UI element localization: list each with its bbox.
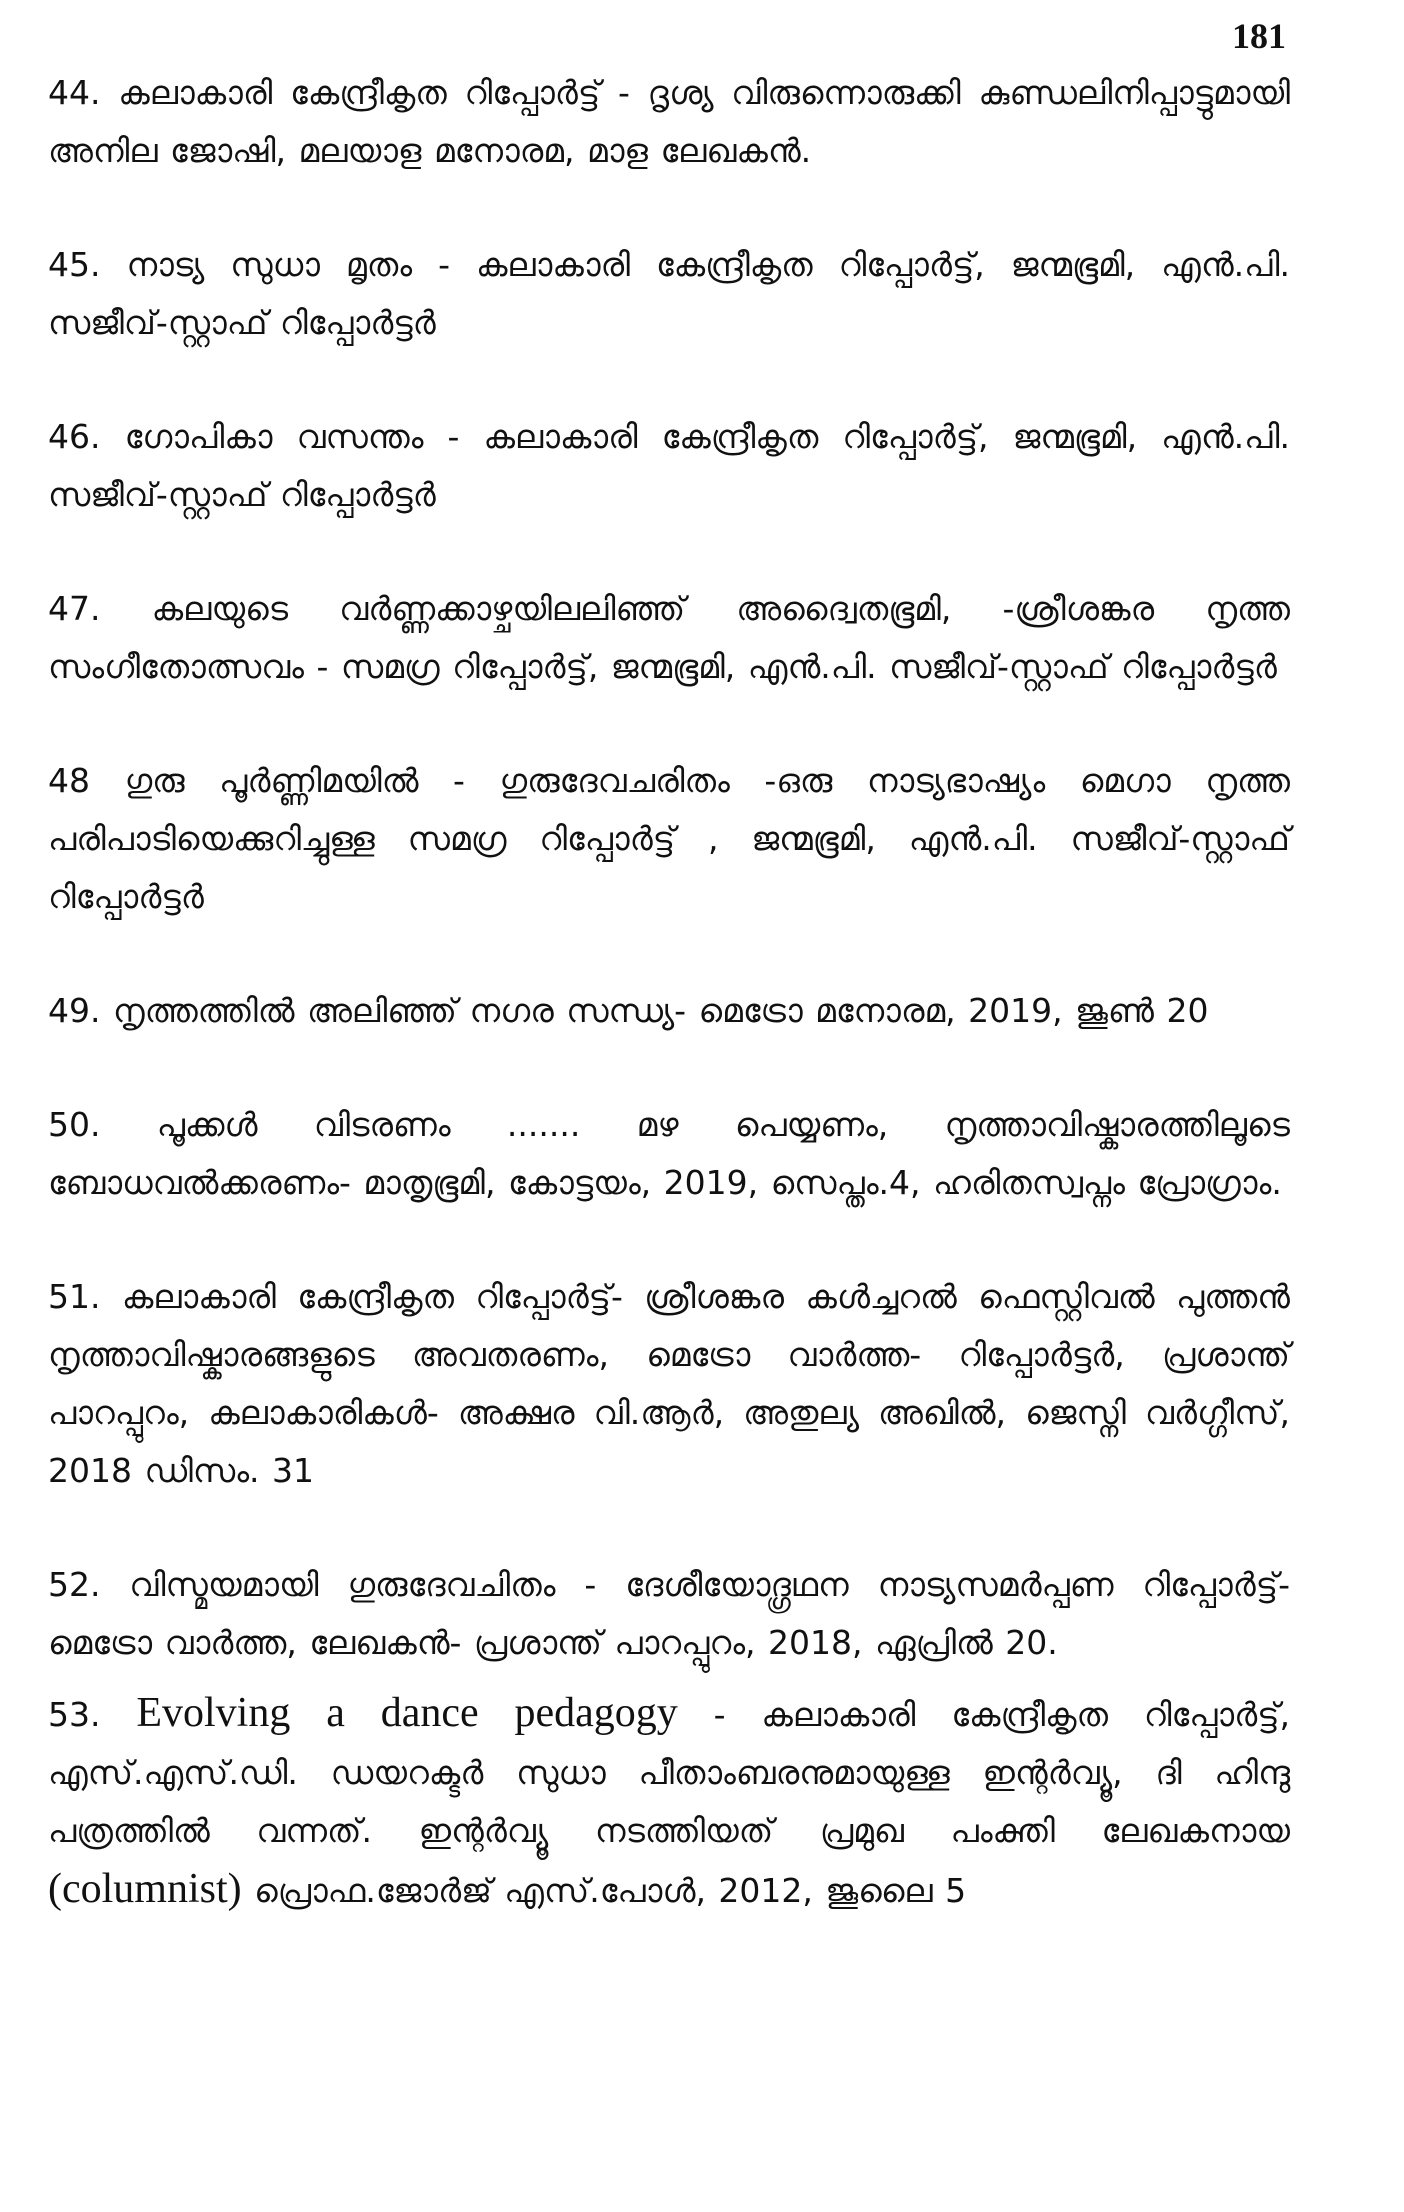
entry-text: നൃത്തത്തിൽ അലിഞ്ഞ് നഗര സന്ധ്യ- മെട്രോ മനോരമ, 2019, ജൂൺ 20 bbox=[112, 991, 1209, 1030]
entry-text: നാട്യ സുധാ മൃതം - കലാകാരി കേന്ദ്രീകൃത റിപ്പോർട്ട്, ജന്മഭൂമി, എൻ.പി. സജീവ്-സ്റ്റാഫ് റിപ്പോർട്ടർ bbox=[48, 245, 1290, 342]
entry-number: 46. bbox=[48, 417, 101, 456]
reference-entry-48 bbox=[48, 752, 1290, 926]
entry-text: കലാകാരി കേന്ദ്രീകൃത റിപ്പോർട്ട് - ദൃശ്യ വിരുന്നൊരുക്കി കുണ്ഡലിനിപ്പാട്ടുമായി അനില ജോഷി, മലയാള മനോരമ, മാള ലേഖകൻ. bbox=[48, 73, 1290, 170]
entry-text: പൂക്കൾ വിടരണം ....... മഴ പെയ്യണം, നൃത്താവിഷ്കാരത്തിലൂടെ ബോധവൽക്കരണം- മാതൃഭൂമി, കോട്ടയം, 2019, സെപ്തം.4, ഹരിതസ്വപ്നം പ്രോഗ്രാം. bbox=[48, 1105, 1290, 1202]
entry-number: 49. bbox=[48, 991, 101, 1030]
entry-text: - കലാകാരി കേന്ദ്രീകൃത റിപ്പോർട്ട്, എസ്.എസ്.ഡി. ഡയറക്ടർ സുധാ പീതാംബരനുമായുള്ള ഇന്റർവ്യൂ, ദി ഹിന്ദു പത്രത്തിൽ വന്നത്. ഇന്റർവ്യൂ നടത്തിയത് പ്രമുഖ പംക്തി ലേഖകനായ bbox=[48, 1695, 1291, 1850]
entry-number: 51. bbox=[48, 1277, 101, 1316]
reference-list bbox=[48, 64, 1290, 1920]
entry-text: ഗോപികാ വസന്തം - കലാകാരി കേന്ദ്രീകൃത റിപ്പോർട്ട്, ജന്മഭൂമി, എൻ.പി. സജീവ്-സ്റ്റാഫ് റിപ്പോർട്ടർ bbox=[48, 417, 1290, 514]
entry-number: 53. bbox=[48, 1695, 101, 1734]
reference-entry-47 bbox=[48, 580, 1290, 696]
entry-text: കലയുടെ വർണ്ണക്കാഴ്ചയിലലിഞ്ഞ് അദ്വൈതഭൂമി, -ശ്രീശങ്കര നൃത്ത സംഗീതോത്സവം - സമഗ്ര റിപ്പോർട്ട്, ജന്മഭൂമി, എൻ.പി. സജീവ്-സ്റ്റാഫ് റിപ്പോർട്ടർ bbox=[48, 589, 1290, 686]
entry-text: കലാകാരി കേന്ദ്രീകൃത റിപ്പോർട്ട്- ശ്രീശങ്കര കൾച്ചറൽ ഫെസ്റ്റിവൽ പുത്തൻ നൃത്താവിഷ്കാരങ്ങളുടെ അവതരണം, മെട്രോ വാർത്ത- റിപ്പോർട്ടർ, പ്രശാന്ത് പാറപ്പുറം, കലാകാരികൾ- അക്ഷര വി.ആർ, അതുല്യ അഖിൽ, ജെസ്നി വർഗ്ഗീസ്, 2018 ഡിസം. 31 bbox=[48, 1277, 1290, 1490]
entry-number: 50. bbox=[48, 1105, 101, 1144]
entry-number: 45. bbox=[48, 245, 101, 284]
entry-number: 52. bbox=[48, 1565, 101, 1604]
entry-text: വിസ്മയമായി ഗുരുദേവചിതം - ദേശീയോദ്ഗ്രഥന നാട്യസമർപ്പണ റിപ്പോർട്ട്- മെട്രോ വാർത്ത, ലേഖകൻ- പ്രശാന്ത് പാറപ്പുറം, 2018, ഏപ്രിൽ 20. bbox=[48, 1565, 1290, 1662]
page-number: 181 bbox=[1232, 16, 1286, 56]
reference-entry-44 bbox=[48, 64, 1290, 180]
entry-text: ഗുരു പൂർണ്ണിമയിൽ - ഗുരുദേവചരിതം -ഒരു നാട്യഭാഷ്യം മെഗാ നൃത്ത പരിപാടിയെക്കുറിച്ചുള്ള സമഗ്ര റിപ്പോർട്ട് , ജന്മഭൂമി, എൻ.പി. സജീവ്-സ്റ്റാഫ് റിപ്പോർട്ടർ bbox=[48, 761, 1291, 916]
reference-entry-51 bbox=[48, 1268, 1290, 1500]
entry-number: 47. bbox=[48, 589, 101, 628]
entry-text-continued: പ്രൊഫ.ജോർജ് എസ്.പോൾ, 2012, ജൂലൈ 5 bbox=[241, 1871, 967, 1910]
entry-number: 48 bbox=[48, 761, 90, 800]
reference-entry-52 bbox=[48, 1556, 1290, 1672]
reference-entry-49 bbox=[48, 982, 1290, 1040]
reference-entry-50 bbox=[48, 1096, 1290, 1212]
reference-entry-46 bbox=[48, 408, 1290, 524]
reference-entry-45 bbox=[48, 236, 1290, 352]
entry-english-title: Evolving a dance pedagogy bbox=[136, 1690, 678, 1736]
entry-number: 44. bbox=[48, 73, 101, 112]
reference-entry-53 bbox=[48, 1684, 1290, 1920]
entry-english-note: (columnist) bbox=[48, 1866, 242, 1912]
